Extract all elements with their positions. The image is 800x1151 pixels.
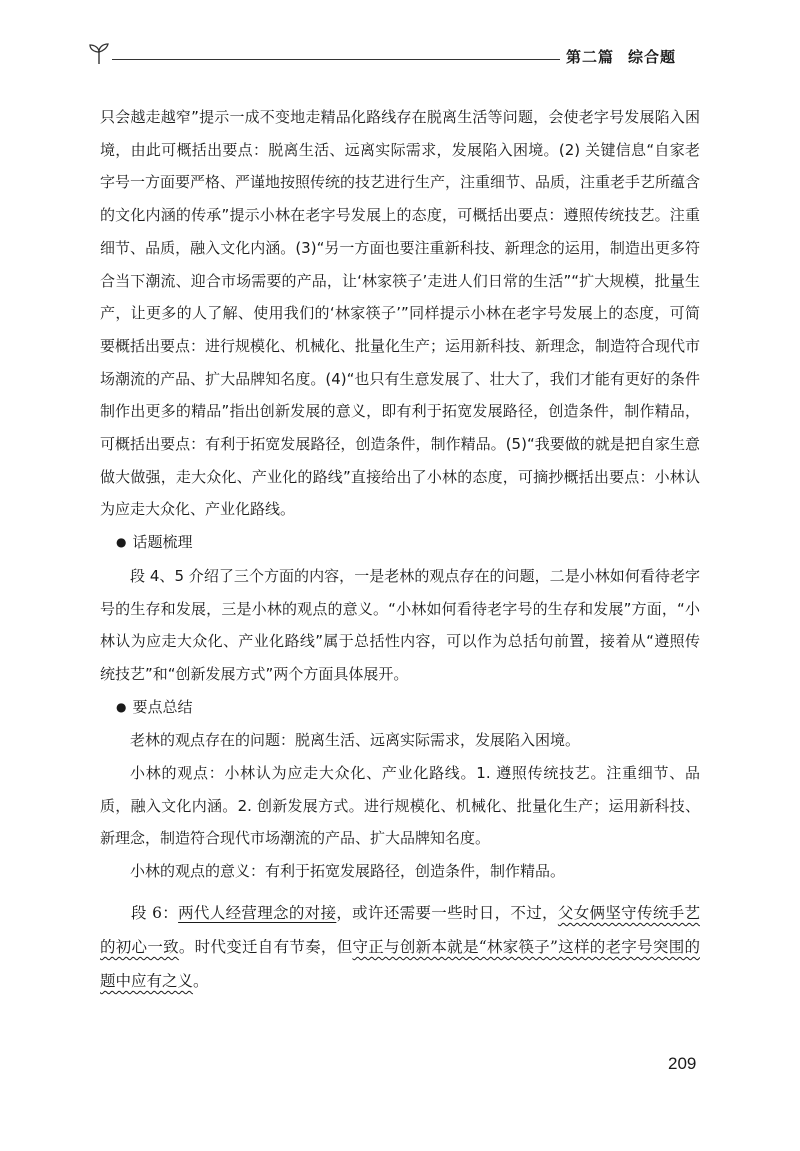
running-header	[566, 46, 676, 67]
paragraph-topic: 段 4、5 介绍了三个方面的内容，一是老林的观点存在的问题，二是小林如何看待老字号的生存和发展，三是小林的观点的意义。“小林如何看待老字号的生存和发展”方面，“小林认为应走大众化、产业化路线”属于总括性内容，可以作为总括句前置，接着从“遵照传统技艺”和“创新发展方式”两个方面具体展开。	[100, 566, 700, 683]
summary-item: 小林的观点的意义：有利于拓宽发展路径，创造条件，制作精品。	[130, 862, 566, 881]
section-heading-topic: ● 话题梳理	[100, 526, 700, 560]
sprout-icon	[86, 40, 112, 66]
paragraph-six-annotated	[100, 896, 700, 998]
paragraph-continued: 只会越走越窄”提示一成不变地走精品化路线存在脱离生活等问题，会使老字号发展陷入困境，由此可概括出要点：脱离生活、远离实际需求，发展陷入困境。(2) 关键信息“自家老字号一方面要严格、严谨地按照传统的技艺进行生产，注重细节、品质，注重老手艺所蕴含的文化内涵的传承”提示小林在老字号发展上的态度，可概括出要点：遵照传统技艺。注重细节、品质，融入文化内涵。(3)“另一方面也要注重新科技、新理念的运用，制造出更多符合当下潮流、迎合市场需要的产品，让‘林家筷子’走进人们日常的生活”“扩大规模，批量生产，让更多的人了解、使用我们的‘林家筷子’”同样提示小林在老字号发展上的态度，可简要概括出要点：进行规模化、机械化、批量化生产；运用新科技、新理念，制造符合现代市场潮流的产品、扩大品牌知名度。(4)“也只有生意发展了、壮大了，我们才能有更好的条件制作出更多的精品”指出创新发展的意义，即有利于拓宽发展路径，创造条件，制作精品，可概括出要点：有利于拓宽发展路径，创造条件，制作精品。(5)“我要做的就是把自家生意做大做强，走大众化、产业化的路线”直接给出了小林的态度，可摘抄概括出要点：小林认为应走大众化、产业化路线。	[100, 108, 701, 519]
p6-lead: 段 6：	[131, 903, 179, 922]
section-heading-summary: ● 要点总结	[100, 691, 700, 725]
p6-text: 。时代变迁自有节奏，但	[178, 937, 353, 956]
p6-wavy-underlined-phrase: 父女俩坚守传统手艺的初心一致	[100, 903, 700, 956]
p6-text: 。	[193, 971, 209, 990]
header-title: 综合题	[628, 48, 677, 66]
p6-wavy-underlined-phrase: 守正与创新本就是“林家筷子”这样的老字号突围的题中应有之义	[100, 937, 700, 990]
header-part: 第二篇	[566, 48, 615, 66]
p6-underlined-phrase: 两代人经营理念的对接	[178, 903, 337, 922]
summary-item: 老林的观点存在的问题：脱离生活、远离实际需求，发展陷入困境。	[130, 731, 581, 750]
page-number: 209	[668, 1054, 697, 1073]
p6-text: ，或许还需要一些时日，不过，	[336, 903, 558, 922]
header-rule	[112, 59, 560, 60]
summary-item: 小林的观点：小林认为应走大众化、产业化路线。1. 遵照传统技艺。注重细节、品质，融入文化内涵。2. 创新发展方式。进行规模化、机械化、批量化生产；运用新科技、新理念，制造符合现代市场潮流的产品、扩大品牌知名度。	[100, 764, 700, 848]
body-text	[100, 101, 700, 998]
